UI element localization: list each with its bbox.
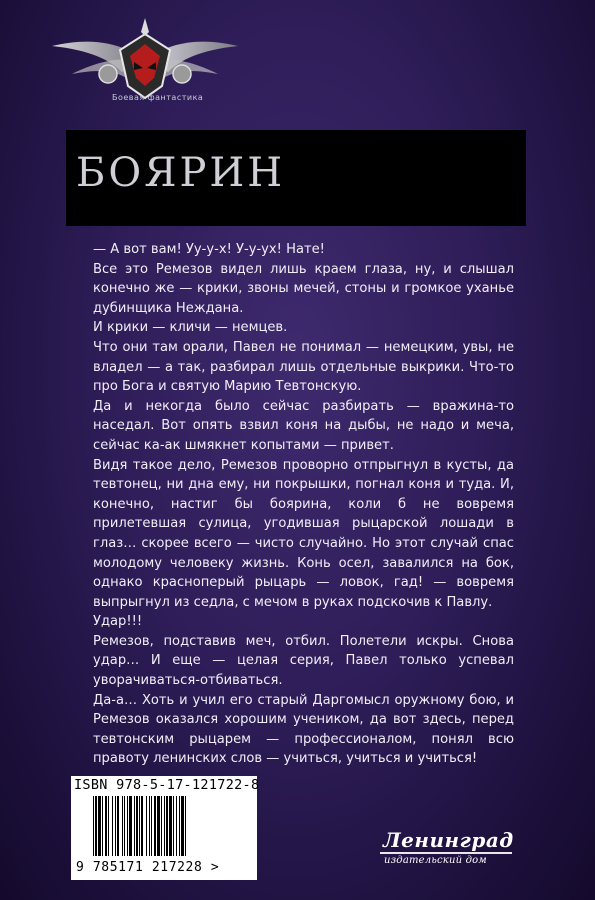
barcode-bar xyxy=(166,796,168,856)
paragraph: И крики — кличи — немцев. xyxy=(93,320,288,336)
paragraph: Удар!!! xyxy=(93,614,143,630)
series-logo-caption: Боевая фантастика xyxy=(112,93,204,102)
paragraph: Все это Ремезов видел лишь краем глаза, ну, и слышал конечно же — крики, звоны мечей, стоны и громкое уханье дубинщика Неждана. xyxy=(93,261,514,316)
barcode-bar xyxy=(129,796,132,856)
barcode-bar xyxy=(117,796,119,856)
barcode-bar xyxy=(164,796,165,856)
barcode-bar xyxy=(146,796,147,856)
paragraph: Ремезов, подставив меч, отбил. Полетели искры. Снова удар… И еще — целая серия, Павел только успевал уворачиваться-отбиваться. xyxy=(93,633,514,689)
barcode-bar xyxy=(98,796,101,856)
paragraph: — А вот вам! Уу-у-х! У-у-ух! Нате! xyxy=(93,242,325,257)
barcode-bar xyxy=(154,796,156,856)
barcode-bar xyxy=(102,796,103,856)
barcode-bar xyxy=(157,796,160,856)
barcode-bar xyxy=(151,796,152,856)
ean-digits: 9 785171 217228 > xyxy=(76,860,220,875)
barcode-bar xyxy=(134,796,135,856)
barcode-bar xyxy=(112,796,113,856)
barcode-bar xyxy=(149,796,150,856)
barcode-bar xyxy=(173,796,174,856)
barcode-bar xyxy=(124,796,125,856)
barcode-bar xyxy=(115,796,116,856)
barcode-bar xyxy=(127,796,128,856)
paragraph: Да-а… Хоть и учил его старый Даргомысл оружному бою, и Ремезов оказался хорошим учеником, да вот здесь, перед тевтонским рыцарем — профессионалом, понял всю правоту ленинских слов — учиться, учиться и учиться! xyxy=(93,692,514,767)
book-title: БОЯРИН xyxy=(76,150,286,196)
barcode-bar xyxy=(141,796,143,856)
barcode-bar xyxy=(181,796,184,856)
barcode-bar xyxy=(176,796,177,856)
barcode-bar xyxy=(105,796,107,856)
isbn-label: ISBN 978-5-17-121722-8 xyxy=(74,777,260,793)
barcode-bar xyxy=(93,796,94,856)
barcode-bar xyxy=(161,796,162,856)
barcode-bar xyxy=(95,796,97,856)
publisher-subtitle: издательский дом xyxy=(384,855,487,866)
barcode-bar xyxy=(136,796,138,856)
paragraph: Что они там орали, Павел не понимал — немецким, увы, не владел — а так, разбирал лишь отдельные выкрики. Что-то про Бога и святую Марию Тевтонскую. xyxy=(93,339,514,395)
barcode-bar xyxy=(179,796,180,856)
paragraph: Видя такое дело, Ремезов проворно отпрыгнул в кусты, да тевтонец, ни дна ему, ни покрышки, погнал коня и туда. И, конечно, настиг бы боярина, коли б не вовремя прилетевшая сулица, угодившая рыцарской лошади в глаз… скорее всего — чисто случайно. Но этот случай спас молодому человеку жизнь. Конь осел, завалился на бок, однако красноперый рыцарь — ловок, гад! — вовремя выпрыгнул из седла, с мечом в руках подскочив к Павлу. xyxy=(93,457,514,610)
publisher-name: Ленинград xyxy=(383,828,514,852)
paragraph: Да и некогда было сейчас разбирать — вражина-то наседал. Вот опять взвил коня на дыбы, не надо и меча, сейчас ка-ак шмякнет копытами — привет. xyxy=(93,398,514,453)
barcode-bar xyxy=(185,796,186,856)
barcode-bar xyxy=(122,796,123,856)
barcode-bar xyxy=(108,796,109,856)
annotation-text xyxy=(93,240,514,769)
barcode-bar xyxy=(169,796,172,856)
barcode-bars xyxy=(93,796,251,860)
barcode-bar xyxy=(139,796,140,856)
